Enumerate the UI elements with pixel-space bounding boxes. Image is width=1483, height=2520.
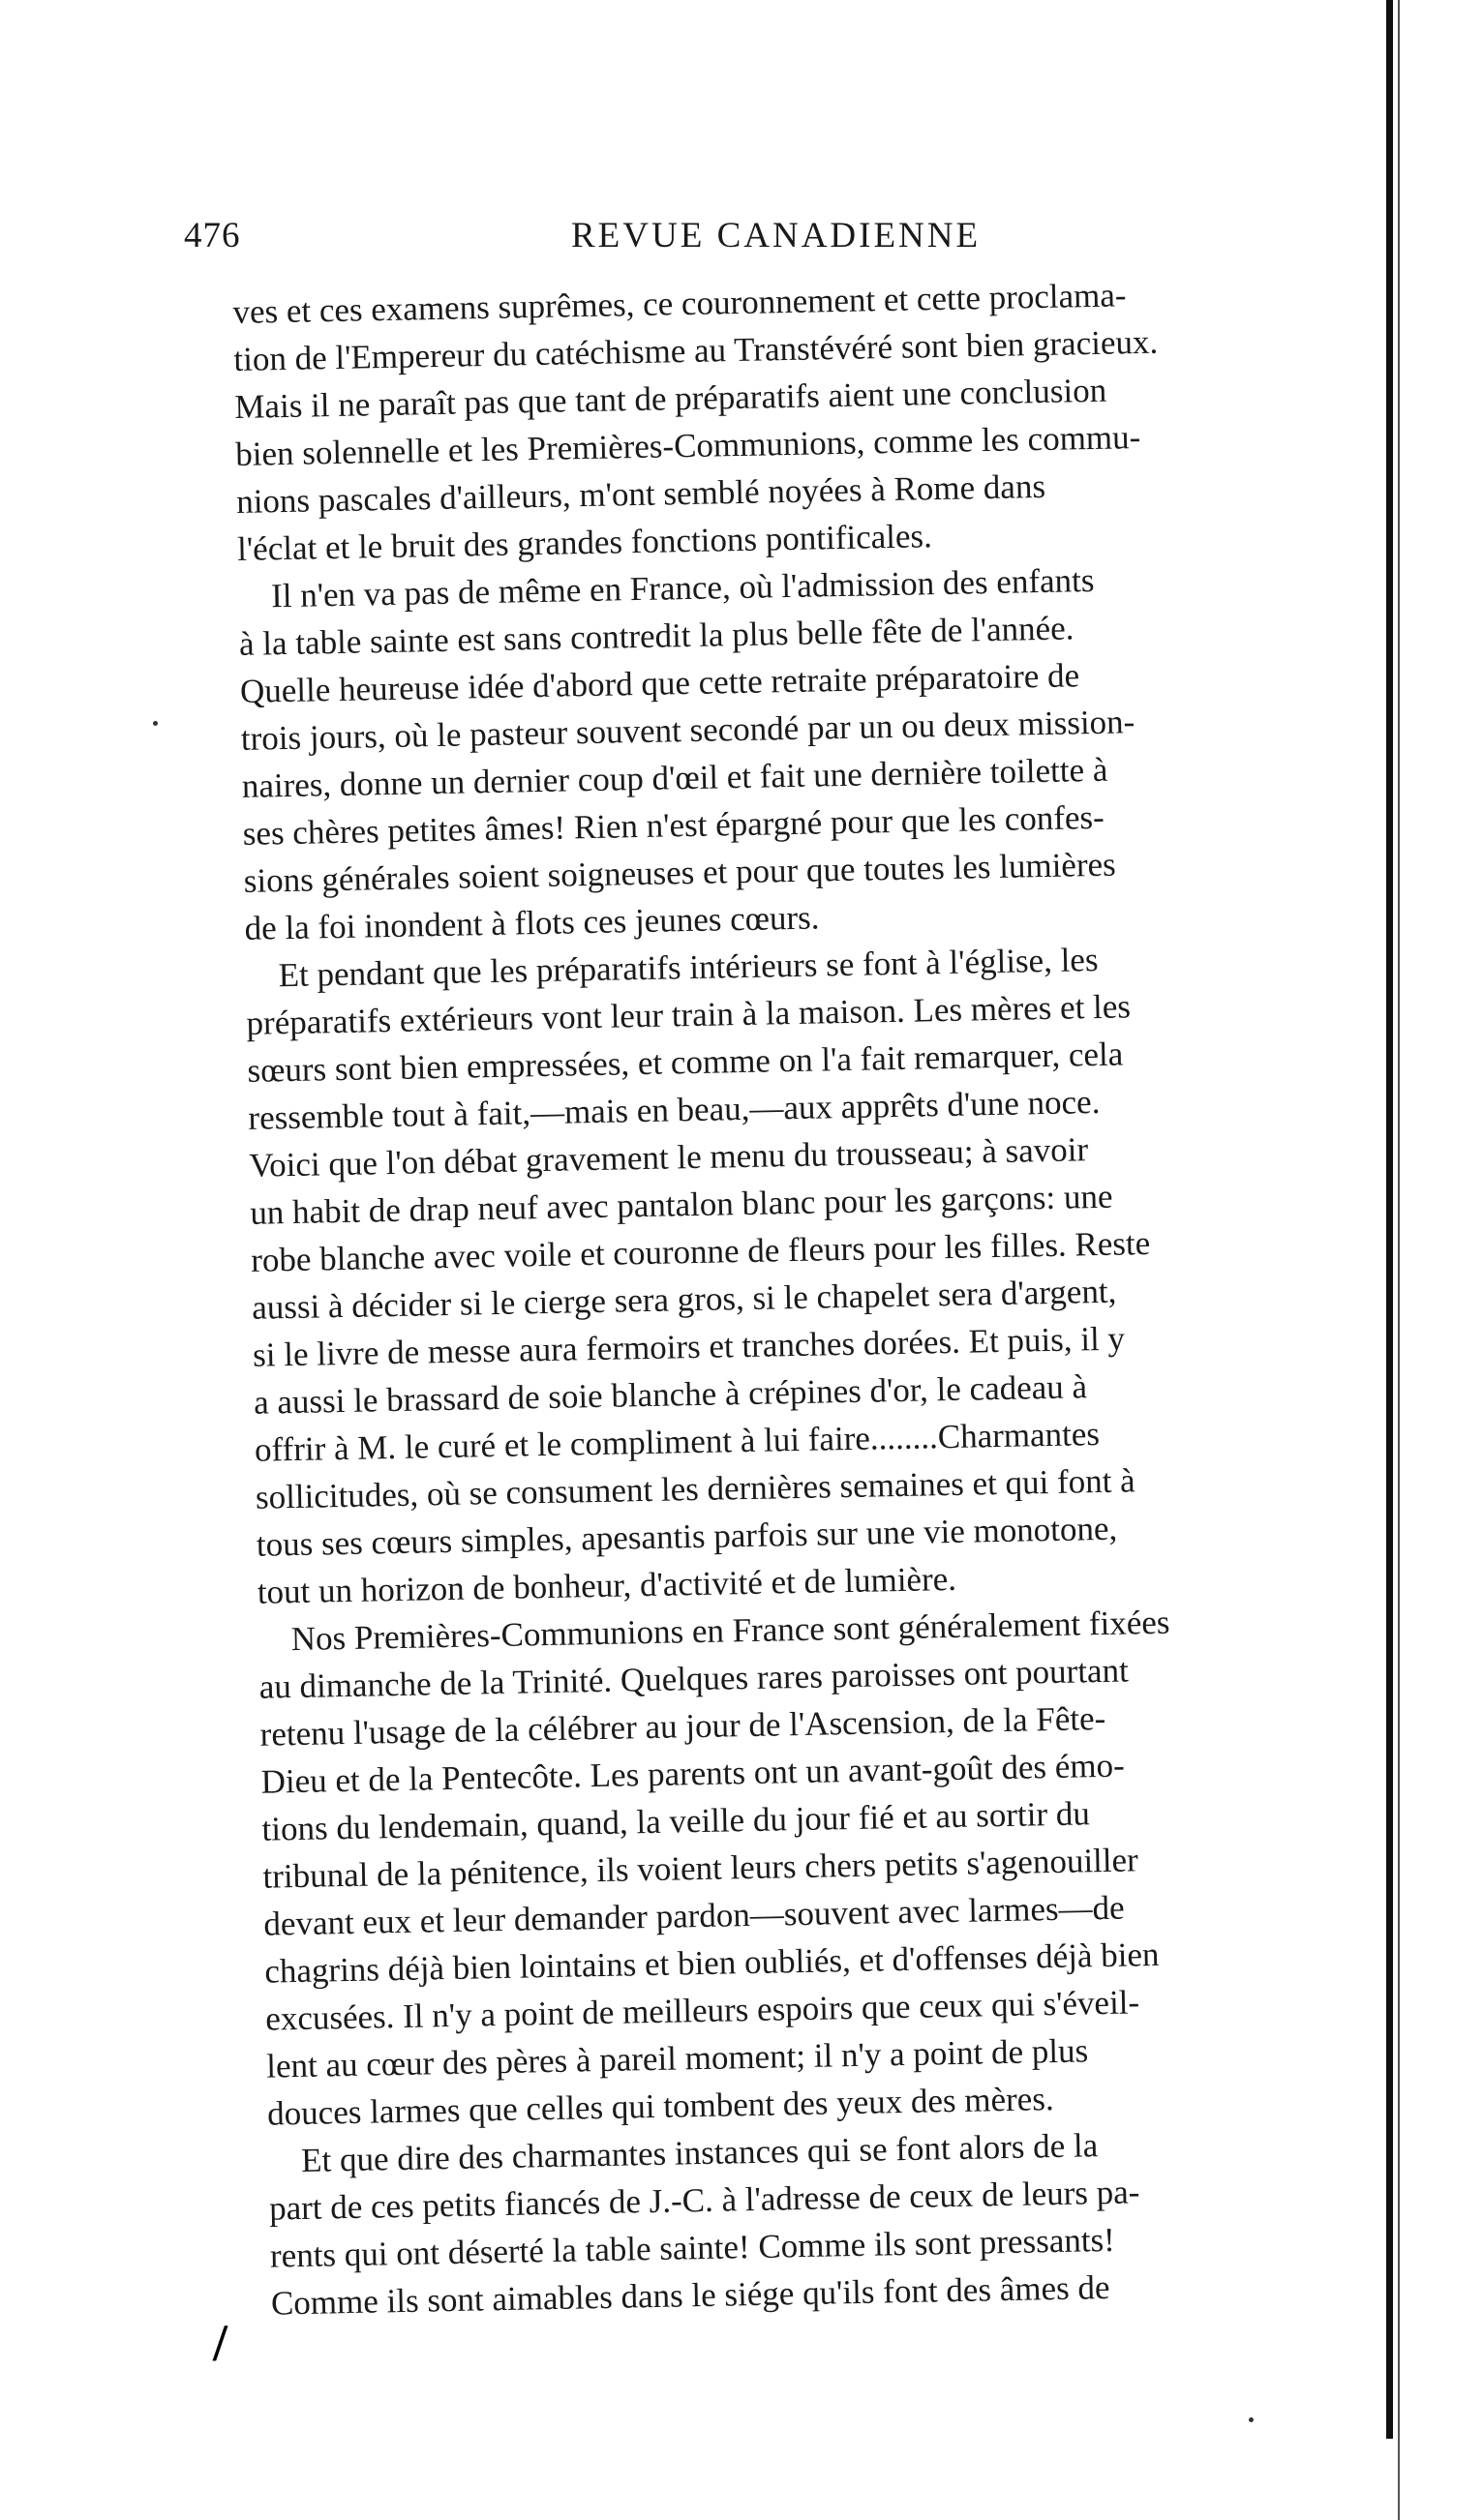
- text-line: tions du lendemain, quand, la veille du jour fié et au sortir du: [261, 1794, 1091, 1848]
- text-line: devant eux et leur demander pardon—souvent avec larmes—de: [263, 1888, 1125, 1943]
- text-line: naires, donne un dernier coup d'œil et fait une dernière toilette à: [241, 750, 1108, 805]
- text-line: nions pascales d'ailleurs, m'ont semblé noyées à Rome dans: [235, 466, 1046, 521]
- text-line: rents qui ont déserté la table sainte! Comme ils sont pressants!: [269, 2220, 1116, 2275]
- text-line: Et que dire des charmantes instances qui se font alors de la: [300, 2126, 1099, 2179]
- text-line: préparatifs extérieurs vont leur train à la maison. Les mères et les: [246, 987, 1132, 1042]
- text-line: tion de l'Empereur du catéchisme au Transtévéré sont bien gracieux.: [233, 322, 1159, 378]
- text-line: à la table sainte est sans contredit la plus belle fête de l'année.: [238, 609, 1074, 663]
- print-speck: [1249, 2417, 1254, 2422]
- text-line: ses chères petites âmes! Rien n'est épargné pour que les confes-: [242, 797, 1105, 853]
- text-line: douces larmes que celles qui tombent des yeux des mères.: [266, 2080, 1054, 2133]
- text-line: lent au cœur des pères à pareil moment; il n'y a point de plus: [265, 2031, 1089, 2085]
- text-line: l'éclat et le bruit des grandes fonctions pontificales.: [236, 517, 933, 568]
- text-line: robe blanche avec voile et couronne de fleurs pour les filles. Reste: [250, 1223, 1151, 1279]
- text-line: sollicitudes, où se consument les dernières semaines et qui font à: [255, 1461, 1136, 1516]
- text-line: chagrins déjà bien lointains et bien oubliés, et d'offenses déjà bien: [264, 1935, 1160, 1991]
- text-line: trois jours, où le pasteur souvent secondé par un ou deux mission-: [240, 703, 1135, 758]
- text-line: si le livre de messe aura fermoirs et tranches dorées. Et puis, il y: [252, 1319, 1126, 1374]
- text-line: au dimanche de la Trinité. Quelques rares paroisses ont pourtant: [258, 1651, 1130, 1706]
- text-line: Mais il ne paraît pas que tant de préparatifs aient une conclusion: [233, 371, 1107, 426]
- text-line: retenu l'usage de la célébrer au jour de l'Ascension, de la Fête-: [259, 1698, 1106, 1754]
- text-line: Nos Premières-Communions en France sont généralement fixées: [290, 1603, 1170, 1659]
- text-line: a aussi le brassard de soie blanche à crépines d'or, le cadeau à: [253, 1367, 1088, 1422]
- text-line: part de ces petits fiancés de J.-C. à l'adresse de ceux de leurs pa-: [268, 2173, 1140, 2228]
- text-line: sœurs sont bien empressées, et comme on l'a fait remarquer, cela: [247, 1035, 1124, 1090]
- text-line: sions générales soient soigneuses et pour que toutes les lumières: [243, 845, 1117, 900]
- text-line: Et pendant que les préparatifs intérieurs se font à l'église, les: [278, 940, 1099, 995]
- text-line: bien solennelle et les Premières-Communions, comme les commu-: [234, 418, 1141, 473]
- text-line: tribunal de la pénitence, ils voient leurs chers petits s'agenouiller: [262, 1841, 1139, 1896]
- text-line: Quelle heureuse idée d'abord que cette retraite préparatoire de: [239, 656, 1080, 710]
- body-text: [232, 266, 1433, 2327]
- text-line: tous ses cœurs simples, apesantis parfois sur une vie monotone,: [256, 1509, 1118, 1564]
- text-line: tout un horizon de bonheur, d'activité et de lumière.: [257, 1559, 957, 1611]
- page-header: [184, 215, 1355, 263]
- text-line: Voici que l'on débat gravement le menu du trousseau; à savoir: [249, 1130, 1089, 1185]
- text-line: aussi à décider si le cierge sera gros, si le chapelet sera d'argent,: [251, 1272, 1117, 1327]
- text-line: offrir à M. le curé et le compliment à lui faire........Charmantes: [254, 1415, 1101, 1469]
- text-line: de la foi inondent à flots ces jeunes cœurs.: [244, 898, 820, 947]
- text-line: ves et ces examens suprêmes, ce couronnement et cette proclama-: [232, 276, 1127, 331]
- handwritten-margin-mark: /: [213, 2314, 228, 2372]
- running-title: REVUE CANADIENNE: [571, 216, 982, 255]
- text-line: ressemble tout à fait,—mais en beau,—aux apprêts d'une noce.: [248, 1082, 1101, 1137]
- text-line: excusées. Il n'y a point de meilleurs espoirs que ceux qui s'éveil-: [264, 1983, 1140, 2038]
- print-speck: [153, 721, 158, 726]
- text-line: Comme ils sont aimables dans le siége qu'ils font des âmes de: [270, 2267, 1110, 2323]
- page-number: 476: [184, 216, 241, 255]
- text-line: Dieu et de la Pentecôte. Les parents ont un avant-goût des émo-: [260, 1746, 1126, 1801]
- text-line: un habit de drap neuf avec pantalon blanc pour les garçons: une: [249, 1177, 1113, 1232]
- text-line: Il n'en va pas de même en France, où l'admission des enfants: [270, 560, 1095, 615]
